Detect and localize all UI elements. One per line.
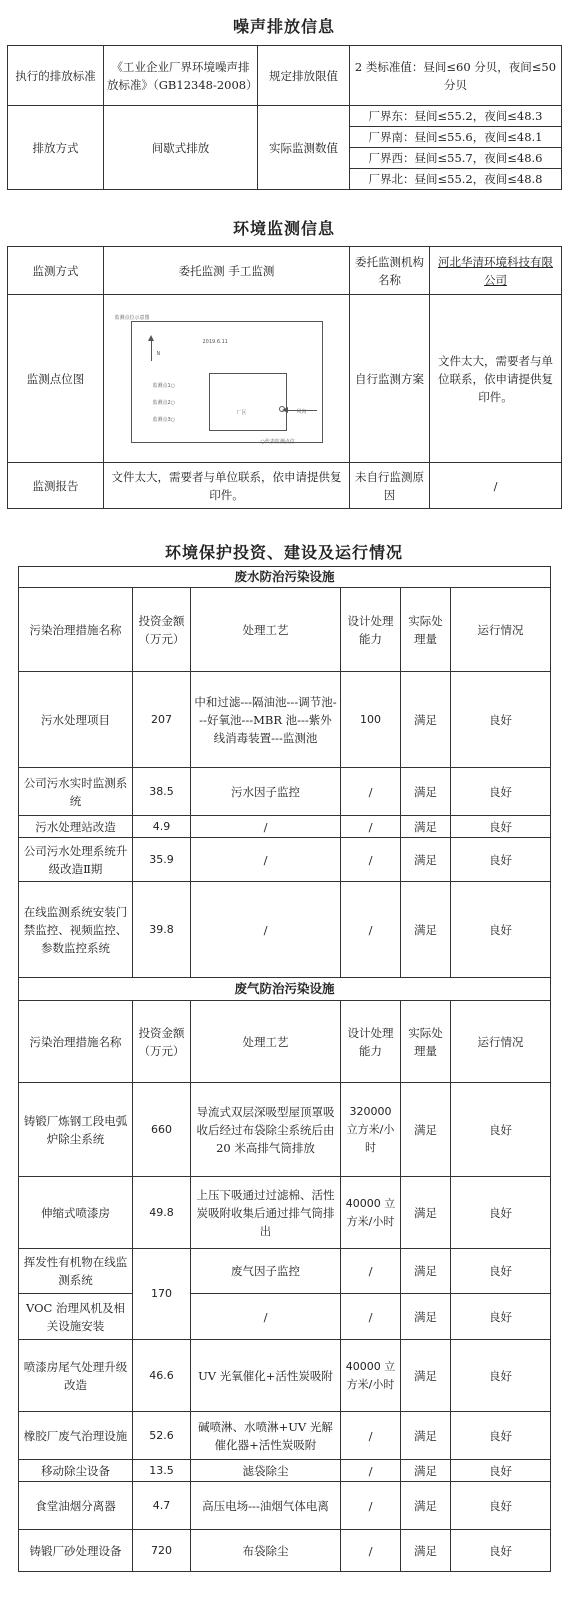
- north-arrow-icon: [151, 339, 152, 361]
- row-status: 良好: [451, 882, 551, 978]
- investment-table: [18, 566, 551, 1572]
- table-row: [19, 1177, 551, 1249]
- row-actual: 满足: [401, 816, 451, 838]
- row-name: 在线监测系统安装门禁监控、视频监控、参数监控系统: [19, 882, 133, 978]
- measured-east: 厂界东：昼间≤55.2，夜间≤48.3: [350, 106, 562, 127]
- row-capacity: /: [341, 838, 401, 882]
- header-process: 处理工艺: [191, 588, 341, 672]
- table-row: [19, 1083, 551, 1177]
- row-name: 铸锻厂炼钢工段电弧炉除尘系统: [19, 1083, 133, 1177]
- row-amount: 46.6: [133, 1340, 191, 1412]
- map-factory-label: 厂区: [236, 409, 247, 416]
- row-process: /: [191, 882, 341, 978]
- map-point-2: 监测点2○: [152, 399, 176, 406]
- limit-label: 规定排放限值: [258, 46, 350, 106]
- noise-table: [7, 45, 562, 190]
- method-label: 监测方式: [8, 247, 104, 295]
- header-status: 运行情况: [451, 588, 551, 672]
- map-factory-building: [209, 373, 287, 431]
- table-row: [19, 1460, 551, 1482]
- row-actual: 满足: [401, 838, 451, 882]
- measured-label: 实际监测数值: [258, 106, 350, 190]
- water-section-header: 废水防治污染设施: [19, 567, 551, 588]
- row-actual: 满足: [401, 1249, 451, 1294]
- row-status: 良好: [451, 838, 551, 882]
- row-capacity: /: [341, 1482, 401, 1530]
- header-measure: 污染治理措施名称: [19, 588, 133, 672]
- noise-title: 噪声排放信息: [232, 17, 335, 36]
- row-name: 污水处理项目: [19, 672, 133, 768]
- row-process: /: [191, 1294, 341, 1340]
- table-row: [19, 882, 551, 978]
- map-point-1: 监测点1○: [152, 382, 176, 389]
- mode-label: 排放方式: [8, 106, 104, 190]
- header-capacity: 设计处理能力: [341, 588, 401, 672]
- report-value: 文件太大，需要者与单位联系，依申请提供复印件。: [104, 463, 350, 509]
- measured-north: 厂界北：昼间≤55.2，夜间≤48.8: [350, 169, 562, 190]
- table-row: [19, 672, 551, 768]
- row-amount: 170: [133, 1249, 191, 1340]
- table-row: [19, 1412, 551, 1460]
- table-row: [19, 1294, 551, 1340]
- row-capacity: 40000 立方米/小时: [341, 1340, 401, 1412]
- no-self-value: /: [430, 463, 562, 509]
- row-capacity: /: [341, 1460, 401, 1482]
- table-row: [19, 1249, 551, 1294]
- row-name: 公司污水处理系统升级改造Ⅱ期: [19, 838, 133, 882]
- map-point-3: 监测点3○: [152, 416, 176, 423]
- row-status: 良好: [451, 1530, 551, 1572]
- standard-label: 执行的排放标准: [8, 46, 104, 106]
- row-name: 食堂油烟分离器: [19, 1482, 133, 1530]
- row-capacity: /: [341, 1530, 401, 1572]
- table-row: [19, 1340, 551, 1412]
- investment-title: 环境保护投资、建设及运行情况: [164, 543, 403, 562]
- row-process: /: [191, 816, 341, 838]
- row-actual: 满足: [401, 1083, 451, 1177]
- header-measure: 污染治理措施名称: [19, 1001, 133, 1083]
- row-name: 挥发性有机物在线监测系统: [19, 1249, 133, 1294]
- row-capacity: /: [341, 768, 401, 816]
- limit-value: 2 类标准值：昼间≤60 分贝，夜间≤50 分贝: [350, 46, 562, 106]
- row-status: 良好: [451, 1412, 551, 1460]
- row-amount: 38.5: [133, 768, 191, 816]
- row-status: 良好: [451, 1460, 551, 1482]
- row-amount: 207: [133, 672, 191, 768]
- map-wind-label: 风向: [296, 408, 307, 415]
- row-name: 污水处理站改造: [19, 816, 133, 838]
- row-capacity: 100: [341, 672, 401, 768]
- map-legend: ○代表监测点位: [260, 438, 295, 445]
- row-amount: 52.6: [133, 1412, 191, 1460]
- agency-label: 委托监测机构名称: [350, 247, 430, 295]
- row-actual: 满足: [401, 882, 451, 978]
- standard-value: 《工业企业厂界环境噪声排放标准》（GB12348-2008）: [104, 46, 258, 106]
- row-actual: 满足: [401, 1177, 451, 1249]
- row-name: VOC 治理风机及相关设施安装: [19, 1294, 133, 1340]
- row-process: UV 光氧催化+活性炭吸附: [191, 1340, 341, 1412]
- gas-section-header: 废气防治污染设施: [19, 978, 551, 1001]
- row-name: 橡胶厂废气治理设施: [19, 1412, 133, 1460]
- row-name: 公司污水实时监测系统: [19, 768, 133, 816]
- row-status: 良好: [451, 1177, 551, 1249]
- row-process: 高压电场---油烟气体电离: [191, 1482, 341, 1530]
- points-map-cell: [104, 295, 350, 463]
- row-capacity: /: [341, 816, 401, 838]
- row-amount: 4.7: [133, 1482, 191, 1530]
- no-self-label: 未自行监测原因: [350, 463, 430, 509]
- monitoring-point-map: [111, 309, 343, 449]
- row-actual: 满足: [401, 672, 451, 768]
- row-capacity: /: [341, 882, 401, 978]
- row-actual: 满足: [401, 768, 451, 816]
- row-name: 铸锻厂砂处理设备: [19, 1530, 133, 1572]
- header-capacity: 设计处理能力: [341, 1001, 401, 1083]
- method-value: 委托监测 手工监测: [104, 247, 350, 295]
- row-process: 导流式双层深吸型屋顶罩吸收后经过布袋除尘系统后由 20 米高排气筒排放: [191, 1083, 341, 1177]
- row-process: 污水因子监控: [191, 768, 341, 816]
- row-process: 上压下吸通过过滤棉、活性炭吸附收集后通过排气筒排出: [191, 1177, 341, 1249]
- row-process: 废气因子监控: [191, 1249, 341, 1294]
- report-label: 监测报告: [8, 463, 104, 509]
- row-amount: 35.9: [133, 838, 191, 882]
- row-status: 良好: [451, 1249, 551, 1294]
- self-plan-value: 文件太大，需要者与单位联系，依申请提供复印件。: [430, 295, 562, 463]
- table-row: [19, 816, 551, 838]
- row-capacity: /: [341, 1294, 401, 1340]
- row-process: 中和过滤---隔油池---调节池---好氧池---MBR 池---紫外线消毒装置---监测池: [191, 672, 341, 768]
- row-process: 碱喷淋、水喷淋+UV 光解催化器+活性炭吸附: [191, 1412, 341, 1460]
- header-actual: 实际处理量: [401, 1001, 451, 1083]
- row-actual: 满足: [401, 1482, 451, 1530]
- measured-south: 厂界南：昼间≤55.6，夜间≤48.1: [350, 127, 562, 148]
- row-status: 良好: [451, 1482, 551, 1530]
- map-caption: 监测点位示意图: [114, 314, 150, 321]
- points-label: 监测点位图: [8, 295, 104, 463]
- table-row: [19, 768, 551, 816]
- row-status: 良好: [451, 768, 551, 816]
- row-capacity: 40000 立方米/小时: [341, 1177, 401, 1249]
- row-capacity: 320000 立方米/小时: [341, 1083, 401, 1177]
- row-amount: 39.8: [133, 882, 191, 978]
- row-amount: 4.9: [133, 816, 191, 838]
- row-actual: 满足: [401, 1294, 451, 1340]
- row-capacity: /: [341, 1249, 401, 1294]
- header-amount: 投资金额（万元）: [133, 1001, 191, 1083]
- mode-value: 间歇式排放: [104, 106, 258, 190]
- row-amount: 720: [133, 1530, 191, 1572]
- row-capacity: /: [341, 1412, 401, 1460]
- table-row: [19, 838, 551, 882]
- row-process: 滤袋除尘: [191, 1460, 341, 1482]
- monitoring-table: [7, 246, 562, 509]
- row-actual: 满足: [401, 1460, 451, 1482]
- row-amount: 49.8: [133, 1177, 191, 1249]
- self-plan-label: 自行监测方案: [350, 295, 430, 463]
- row-name: 伸缩式喷漆房: [19, 1177, 133, 1249]
- row-actual: 满足: [401, 1340, 451, 1412]
- header-process: 处理工艺: [191, 1001, 341, 1083]
- row-amount: 660: [133, 1083, 191, 1177]
- map-year: 2019.6.11: [202, 338, 228, 345]
- table-row: [19, 1482, 551, 1530]
- header-status: 运行情况: [451, 1001, 551, 1083]
- agency-link[interactable]: 河北华清环境科技有限公司: [430, 247, 562, 295]
- monitoring-title: 环境监测信息: [232, 219, 335, 238]
- row-process: /: [191, 838, 341, 882]
- row-actual: 满足: [401, 1530, 451, 1572]
- header-actual: 实际处理量: [401, 588, 451, 672]
- table-row: [19, 1530, 551, 1572]
- header-amount: 投资金额（万元）: [133, 588, 191, 672]
- row-amount: 13.5: [133, 1460, 191, 1482]
- row-status: 良好: [451, 816, 551, 838]
- row-process: 布袋除尘: [191, 1530, 341, 1572]
- row-status: 良好: [451, 1340, 551, 1412]
- measured-west: 厂界西：昼间≤55.7，夜间≤48.6: [350, 148, 562, 169]
- row-status: 良好: [451, 1294, 551, 1340]
- row-status: 良好: [451, 1083, 551, 1177]
- map-north-label: N: [156, 350, 161, 357]
- row-name: 移动除尘设备: [19, 1460, 133, 1482]
- row-status: 良好: [451, 672, 551, 768]
- row-name: 喷漆房尾气处理升级改造: [19, 1340, 133, 1412]
- row-actual: 满足: [401, 1412, 451, 1460]
